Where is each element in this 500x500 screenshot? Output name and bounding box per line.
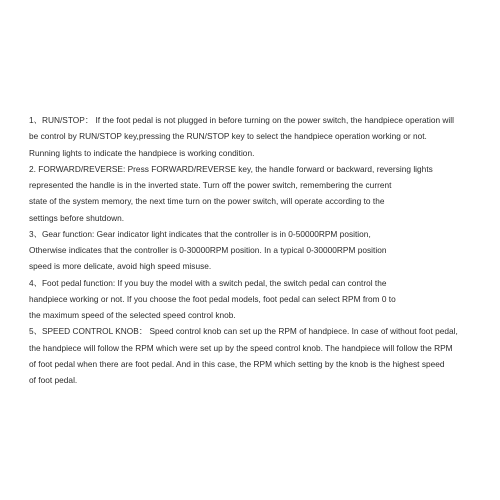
text-line: 5、SPEED CONTROL KNOB： Speed control knob can set up the RPM of handpiece. In case of without foot pedal, xyxy=(29,326,458,337)
text-line: settings before shutdown. xyxy=(29,212,125,223)
text-line: 2. FORWARD/REVERSE: Press FORWARD/REVERSE key, the handle forward or backward, reversing lights xyxy=(29,163,433,174)
text-line: of foot pedal when there are foot pedal. And in this case, the RPM which setting by the knob is the highest speed xyxy=(29,358,445,369)
text-line: the maximum speed of the selected speed control knob. xyxy=(29,310,236,320)
text-line: speed is more delicate, avoid high speed misuse. xyxy=(29,261,212,272)
text-line: be control by RUN/STOP key,pressing the RUN/STOP key to select the handpiece operation working or not. xyxy=(29,131,427,142)
text-line: 3、Gear function: Gear indicator light indicates that the controller is in 0-50000RPM position, xyxy=(29,228,371,239)
text-line: Running lights to indicate the handpiece is working condition. xyxy=(29,147,255,158)
manual-text-block xyxy=(29,112,494,388)
text-line: Otherwise indicates that the controller is 0-30000RPM position. In a typical 0-30000RPM position xyxy=(29,245,387,255)
text-line: of foot pedal. xyxy=(29,375,78,385)
text-line: represented the handle is in the inverted state. Turn off the power switch, remembering the current xyxy=(29,180,392,190)
text-line: state of the system memory, the next time turn on the power switch, will operate according to the xyxy=(29,196,385,207)
text-line: 4、Foot pedal function: If you buy the model with a switch pedal, the switch pedal can control the xyxy=(29,277,387,288)
text-line: the handpiece will follow the RPM which were set up by the speed control knob. The handpiece will follow the RPM xyxy=(29,342,453,353)
text-line: 1、RUN/STOP： If the foot pedal is not plugged in before turning on the power switch, the handpiece operation will xyxy=(29,115,455,125)
text-line: handpiece working or not. If you choose the foot pedal models, foot pedal can select RPM from 0 to xyxy=(29,293,396,304)
